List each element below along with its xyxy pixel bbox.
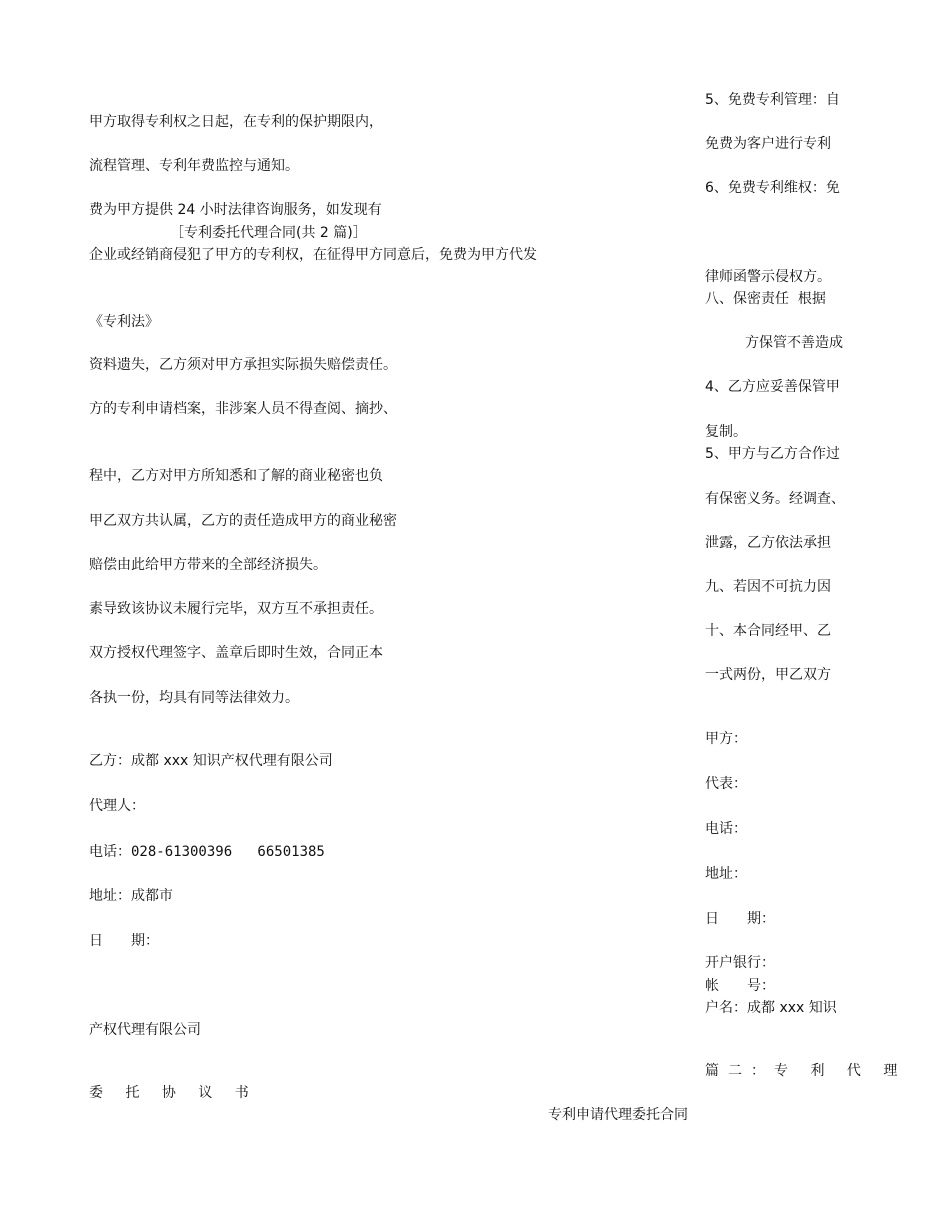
right-line-10: 有保密义务。经调查、 — [705, 491, 845, 507]
left-line-12: 素导致该协议未履行完毕，双方互不承担责任。 — [89, 601, 383, 617]
left-line-6: 《专利法》 — [89, 314, 159, 330]
party-a-representative: 代表： — [705, 776, 747, 792]
left-line-14: 各执一份，均具有同等法律效力。 — [89, 690, 299, 706]
left-line-8: 方的专利申请档案，非涉案人员不得查阅、摘抄、 — [89, 401, 397, 417]
left-line-9: 程中，乙方对甲方所知悉和了解的商业秘密也负 — [89, 468, 383, 484]
party-a-address: 地址： — [705, 866, 747, 882]
right-line-12: 九、若因不可抗力因 — [705, 579, 831, 595]
party-b-name: 乙方：成都 xxx 知识产权代理有限公司 — [89, 753, 333, 769]
left-line-11: 赔偿由此给甲方带来的全部经济损失。 — [89, 557, 327, 573]
left-line-7: 资料遗失，乙方须对甲方承担实际损失赔偿责任。 — [89, 357, 397, 373]
left-line-3: 费为甲方提供 24 小时法律咨询服务，如发现有 — [89, 202, 382, 218]
right-line-3: 6、免费专利维权：免 — [705, 180, 840, 196]
right-line-5: 八、保密责任 根据 — [705, 291, 826, 307]
party-b-agent: 代理人： — [89, 798, 145, 814]
left-line-2: 流程管理、专利年费监控与通知。 — [89, 158, 299, 174]
left-line-5: 企业或经销商侵犯了甲方的专利权，在征得甲方同意后，免费为甲方代发 — [89, 247, 537, 263]
party-a-label: 甲方： — [705, 731, 747, 747]
right-line-1: 5、免费专利管理：自 — [705, 92, 840, 108]
section-title: 专利申请代理委托合同 — [548, 1107, 688, 1123]
party-b-address: 地址：成都市 — [89, 888, 173, 904]
right-line-6: 方保管不善造成 — [745, 335, 843, 351]
party-b-phone: 电话：028-61300396 66501385 — [89, 844, 325, 860]
left-line-10: 甲乙双方共认属，乙方的责任造成甲方的商业秘密 — [89, 513, 397, 529]
left-line-21: 委 托 协 议 书 — [89, 1085, 258, 1101]
party-a-date: 日 期： — [705, 911, 775, 927]
right-line-7: 4、乙方应妥善保管甲 — [705, 379, 840, 395]
part-two-heading: 篇二：专 利 代 理 — [705, 1063, 907, 1079]
right-line-9: 5、甲方与乙方合作过 — [705, 446, 840, 462]
party-b-date: 日 期： — [89, 933, 159, 949]
right-line-13: 十、本合同经甲、乙 — [705, 623, 831, 639]
account-number: 帐 号： — [705, 978, 775, 994]
account-name: 户名：成都 xxx 知识 — [705, 1000, 837, 1016]
right-line-14: 一式两份，甲乙双方 — [705, 667, 831, 683]
left-line-1: 甲方取得专利权之日起，在专利的保护期限内， — [89, 114, 383, 130]
document-title: ［专利委托代理合同(共 2 篇)］ — [170, 225, 367, 241]
right-line-4: 律师函警示侵权方。 — [705, 269, 831, 285]
right-line-11: 泄露，乙方依法承担 — [705, 535, 831, 551]
party-a-phone: 电话： — [705, 821, 747, 837]
left-line-20: 产权代理有限公司 — [89, 1022, 201, 1038]
left-line-13: 双方授权代理签字、盖章后即时生效，合同正本 — [89, 645, 383, 661]
right-line-8: 复制。 — [705, 424, 747, 440]
bank-name: 开户银行： — [705, 955, 775, 971]
right-line-2: 免费为客户进行专利 — [705, 136, 831, 152]
